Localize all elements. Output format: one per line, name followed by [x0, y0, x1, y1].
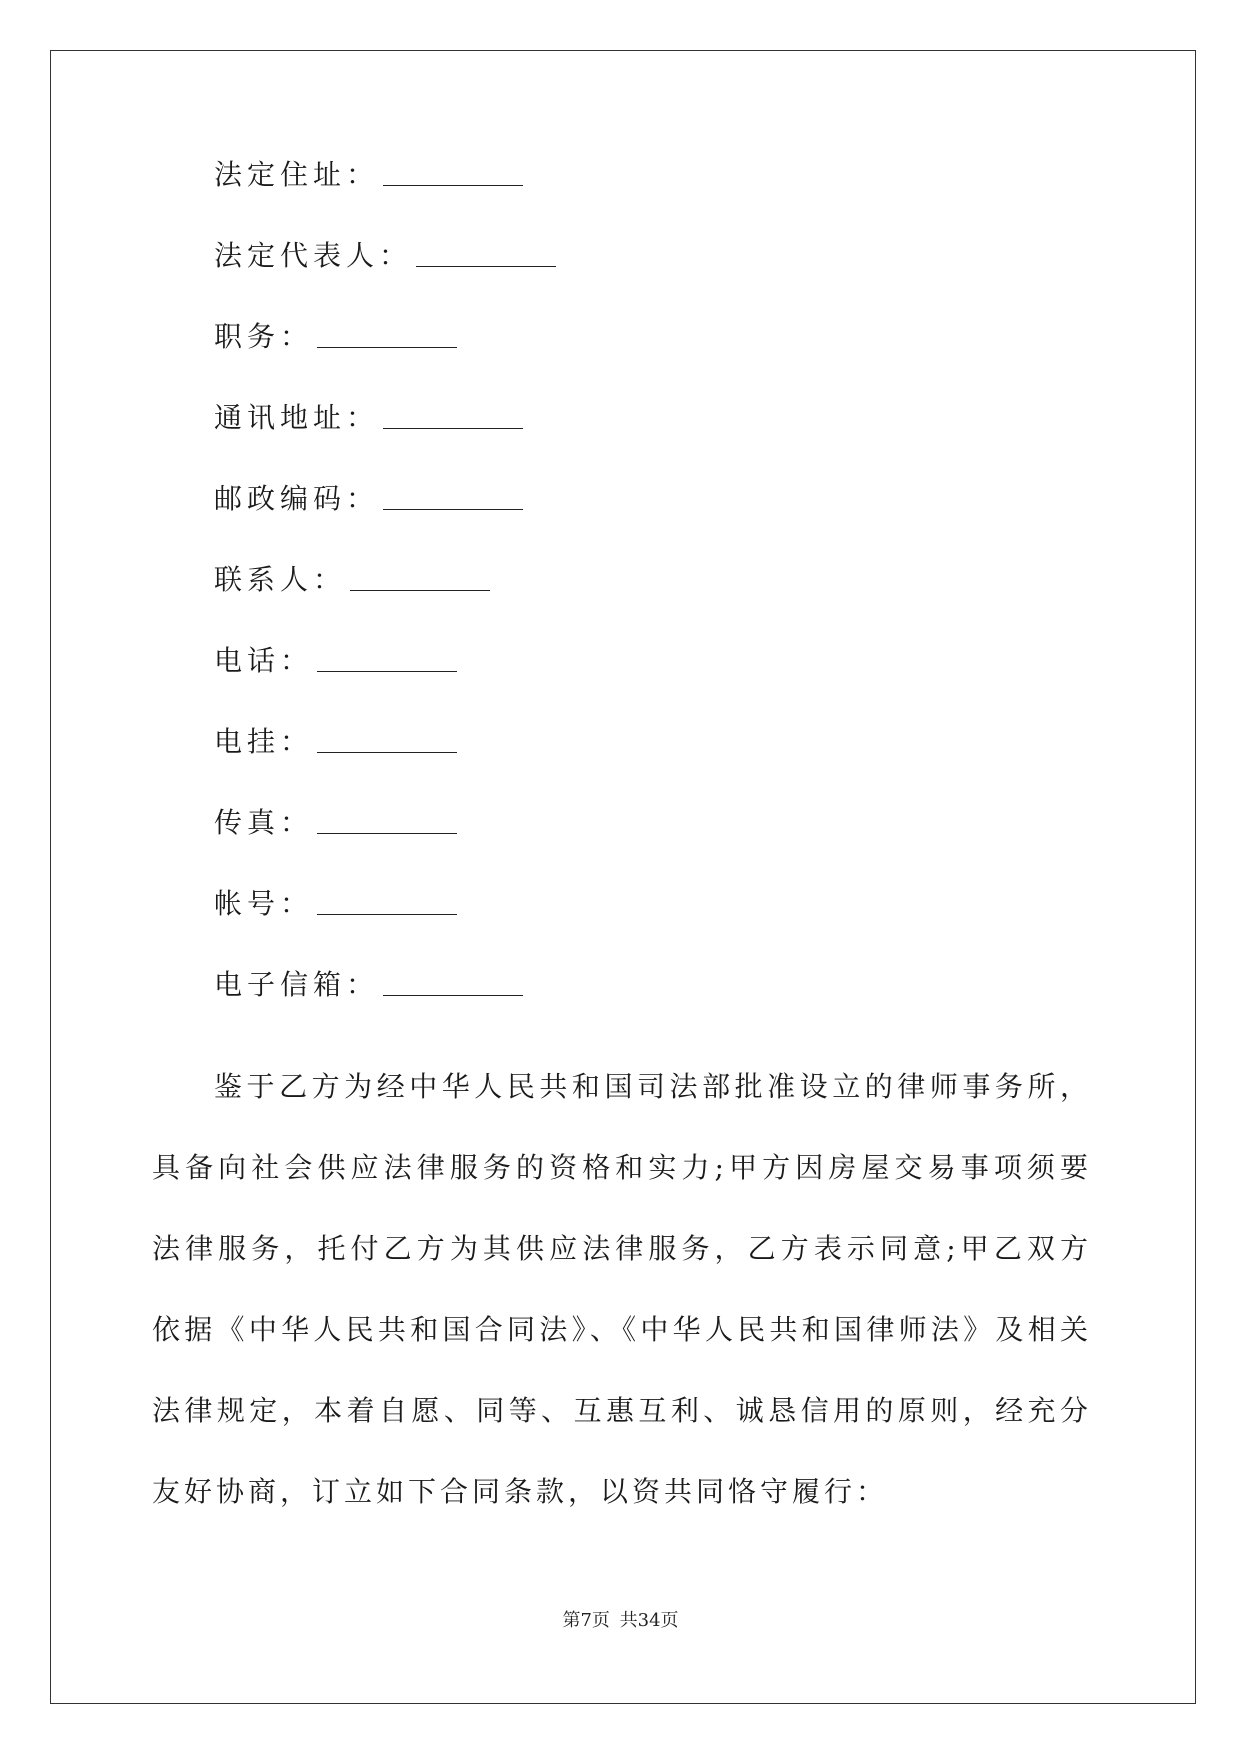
- field-label: 职务：: [214, 320, 314, 353]
- fill-in-blank: [317, 722, 457, 753]
- field-mailing-address: [152, 398, 1092, 479]
- field-position: [152, 317, 1092, 398]
- field-contact-person: [152, 560, 1092, 641]
- preamble-paragraph: 鉴于乙方为经中华人民共和国司法部批准设立的律师事务所，具备向社会供应法律服务的资格和实力;甲方因房屋交易事项须要法律服务，托付乙方为其供应法律服务，乙方表示同意;甲乙双方依据《中华人民共和国合同法》、《中华人民共和国律师法》及相关法律规定，本着自愿、同等、互惠互利、诚恳信用的原则，经充分友好协商，订立如下合同条款，以资共同恪守履行：: [152, 1070, 1092, 1508]
- total-pages: 共34页: [619, 1610, 679, 1631]
- field-label: 通讯地址：: [214, 401, 380, 434]
- field-legal-representative: [152, 236, 1092, 317]
- document-body: [152, 155, 1092, 1532]
- fill-in-blank: [383, 155, 523, 186]
- fill-in-blank: [317, 884, 457, 915]
- field-postal-code: [152, 479, 1092, 560]
- field-label: 法定住址：: [214, 158, 380, 191]
- fill-in-blank: [416, 236, 556, 267]
- field-label: 邮政编码：: [214, 482, 380, 515]
- fill-in-blank: [383, 965, 523, 996]
- field-label: 电子信箱：: [214, 968, 380, 1001]
- field-email: [152, 965, 1092, 1046]
- field-label: 传真：: [214, 806, 314, 839]
- field-label: 帐号：: [214, 887, 314, 920]
- fill-in-blank: [383, 479, 523, 510]
- field-telephone: [152, 641, 1092, 722]
- field-telegraph: [152, 722, 1092, 803]
- fill-in-blank: [317, 317, 457, 348]
- fill-in-blank: [350, 560, 490, 591]
- field-label: 联系人：: [214, 563, 347, 596]
- fill-in-blank: [317, 803, 457, 834]
- field-label: 法定代表人：: [214, 239, 413, 272]
- field-legal-address: [152, 155, 1092, 236]
- fill-in-blank: [383, 398, 523, 429]
- field-label: 电挂：: [214, 725, 314, 758]
- page-number: 第7页: [562, 1610, 610, 1631]
- field-label: 电话：: [214, 644, 314, 677]
- fill-in-blank: [317, 641, 457, 672]
- page-footer: [0, 1606, 1241, 1632]
- field-fax: [152, 803, 1092, 884]
- field-account-number: [152, 884, 1092, 965]
